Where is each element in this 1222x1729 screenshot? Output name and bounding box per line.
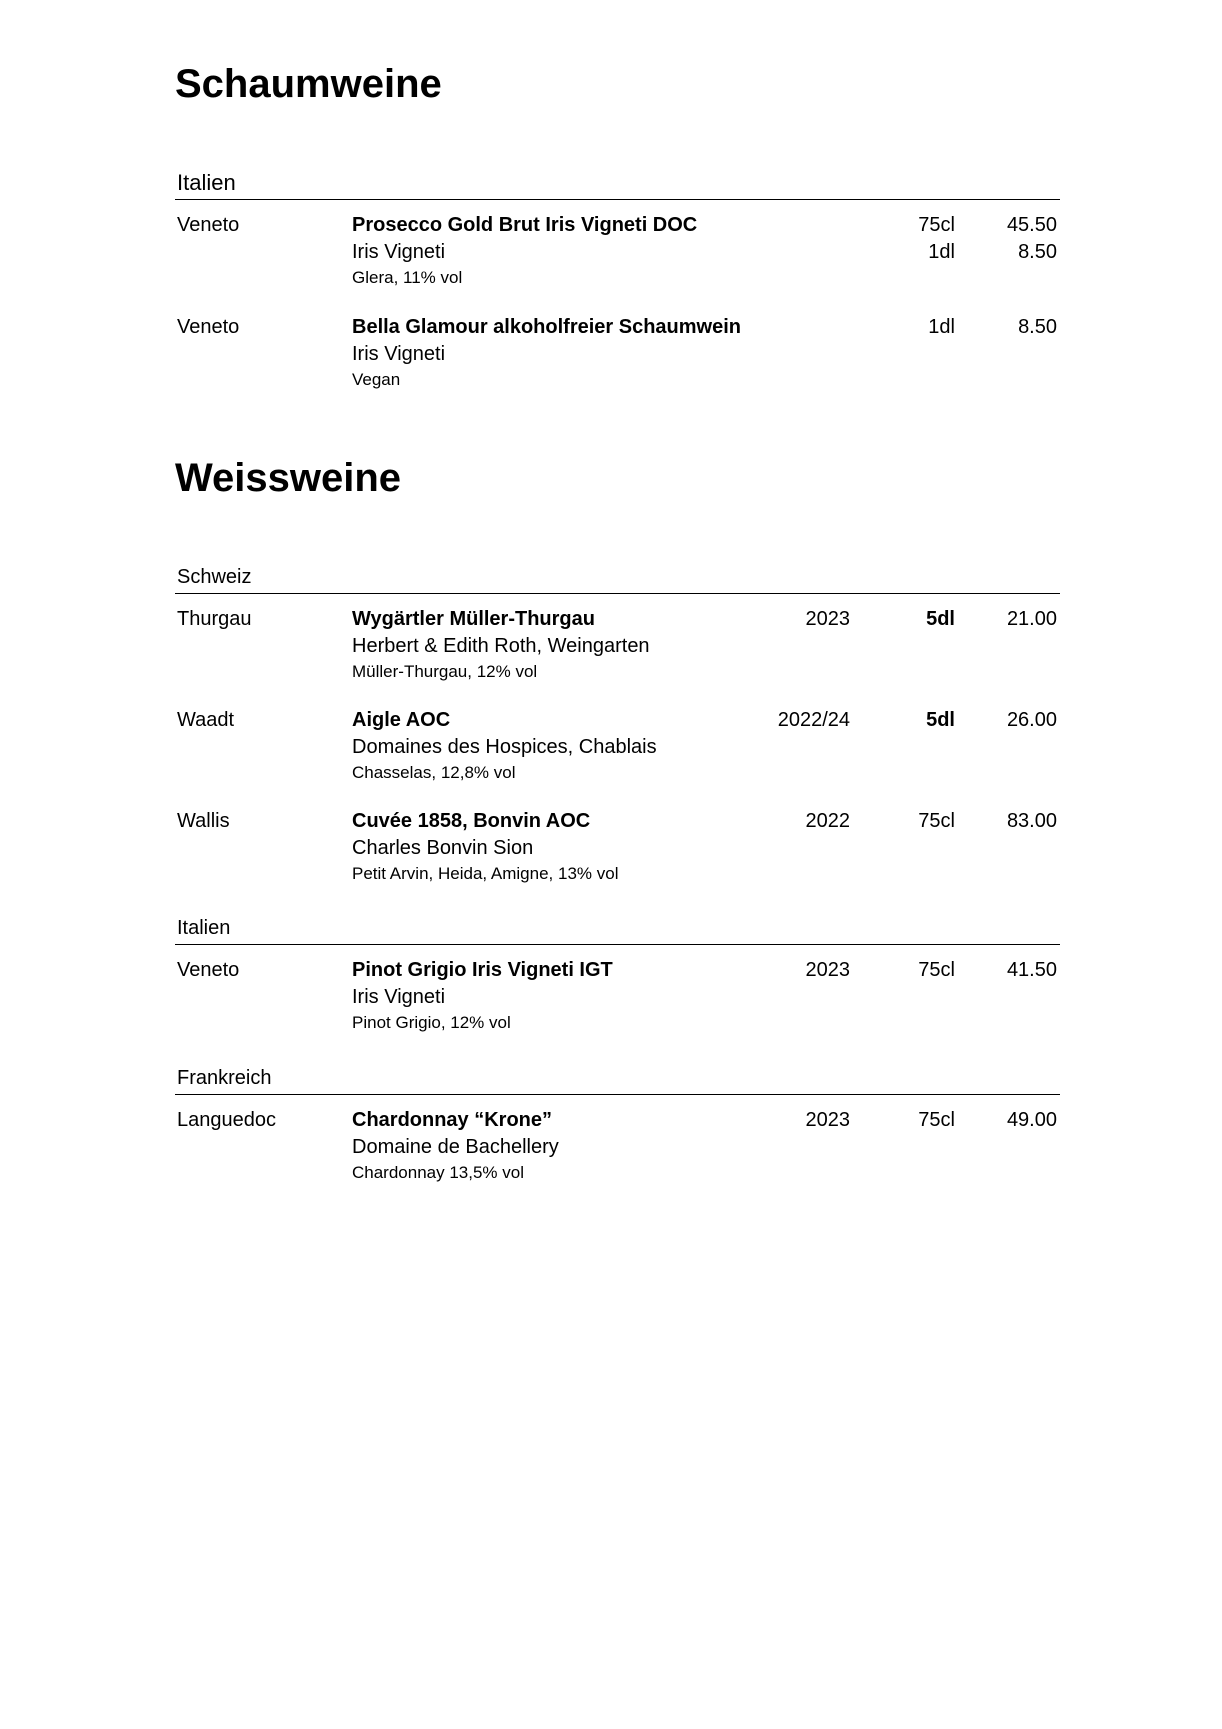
wine-sizes [926, 606, 955, 632]
wine-grape: Glera, 11% vol [352, 268, 463, 287]
wine-size: 1dl [928, 316, 955, 338]
wine-grape: Pinot Grigio, 12% vol [352, 1013, 511, 1032]
wine-size: 75cl [918, 959, 955, 981]
wine-prices [1018, 314, 1057, 340]
wine-name: Prosecco Gold Brut Iris Vigneti DOC [352, 214, 698, 236]
wine-description [352, 212, 792, 290]
wine-sizes [918, 808, 955, 834]
wine-entry [175, 210, 1060, 312]
wine-sizes [918, 212, 955, 266]
wine-prices [1007, 707, 1057, 733]
wine-price: 49.00 [1006, 1109, 1057, 1131]
wine-region: Veneto [177, 959, 240, 981]
wine-name: Aigle AOC [352, 709, 451, 731]
country-heading: Schweiz [175, 564, 1060, 594]
wine-price: 41.50 [1006, 959, 1057, 981]
wine-description [352, 808, 792, 886]
wine-region: Veneto [177, 316, 240, 338]
wine-vintage: 2023 [805, 959, 850, 981]
wine-size: 75cl [918, 810, 955, 832]
wine-size: 5dl [926, 608, 955, 630]
wine-entry [175, 806, 1060, 899]
wine-entry [175, 955, 1060, 1048]
wine-vintage: 2023 [805, 608, 850, 630]
wine-sizes [926, 707, 955, 733]
wine-sizes [928, 314, 955, 340]
group-italien-weisswein [175, 915, 1060, 1048]
wine-grape: Müller-Thurgau, 12% vol [352, 662, 538, 681]
wine-vintage: 2023 [805, 1109, 850, 1131]
wine-prices [1007, 212, 1057, 266]
wine-producer: Iris Vigneti [352, 241, 446, 263]
wine-entry [175, 312, 1060, 405]
wine-name: Pinot Grigio Iris Vigneti IGT [352, 959, 613, 981]
wine-name: Wygärtler Müller-Thurgau [352, 608, 595, 630]
section-title-weissweine: Weissweine [175, 456, 402, 500]
wine-sizes [918, 1107, 955, 1133]
group-frankreich [175, 1065, 1060, 1198]
wine-region: Languedoc [177, 1109, 276, 1131]
wine-description [352, 314, 792, 392]
wine-region: Thurgau [177, 608, 252, 630]
wine-size: 1dl [928, 241, 955, 263]
wine-producer: Domaine de Bachellery [352, 1136, 559, 1158]
wine-price: 8.50 [1018, 241, 1057, 263]
wine-prices [1007, 606, 1057, 632]
wine-grape: Petit Arvin, Heida, Amigne, 13% vol [352, 864, 619, 883]
wine-vintage: 2022 [805, 810, 850, 832]
wine-producer: Iris Vigneti [352, 986, 446, 1008]
wine-prices [1007, 957, 1057, 983]
group-schweiz [175, 564, 1060, 899]
country-heading: Italien [175, 170, 1060, 200]
wine-region: Wallis [177, 810, 230, 832]
wine-price: 83.00 [1006, 810, 1057, 832]
wine-price: 45.50 [1006, 214, 1057, 236]
wine-prices [1007, 1107, 1057, 1133]
wine-description [352, 1107, 792, 1185]
wine-price: 26.00 [1006, 709, 1057, 731]
country-heading: Italien [175, 915, 1060, 945]
wine-grape: Chardonnay 13,5% vol [352, 1163, 525, 1182]
group-italien-schaumwein [175, 170, 1060, 405]
wine-producer: Domaines des Hospices, Chablais [352, 736, 657, 758]
wine-name: Bella Glamour alkoholfreier Schaumwein [352, 316, 742, 338]
section-title-schaumweine: Schaumweine [175, 62, 442, 106]
wine-producer: Herbert & Edith Roth, Weingarten [352, 635, 650, 657]
wine-price: 8.50 [1018, 316, 1057, 338]
wine-name: Chardonnay “Krone” [352, 1109, 553, 1131]
wine-price: 21.00 [1006, 608, 1057, 630]
wine-prices [1007, 808, 1057, 834]
wine-description [352, 707, 792, 785]
wine-entry [175, 1105, 1060, 1198]
wine-grape: Vegan [352, 370, 401, 389]
wine-producer: Iris Vigneti [352, 343, 446, 365]
wine-entry [175, 604, 1060, 705]
wine-region: Veneto [177, 214, 240, 236]
wine-name: Cuvée 1858, Bonvin AOC [352, 810, 591, 832]
wine-size: 75cl [918, 1109, 955, 1131]
wine-entry [175, 705, 1060, 806]
wine-region: Waadt [177, 709, 235, 731]
wine-description [352, 606, 792, 684]
wine-producer: Charles Bonvin Sion [352, 837, 534, 859]
wine-size: 5dl [926, 709, 955, 731]
wine-vintage: 2022/24 [777, 709, 850, 731]
wine-grape: Chasselas, 12,8% vol [352, 763, 516, 782]
country-heading: Frankreich [175, 1065, 1060, 1095]
wine-description [352, 957, 792, 1035]
wine-sizes [918, 957, 955, 983]
wine-size: 75cl [918, 214, 955, 236]
